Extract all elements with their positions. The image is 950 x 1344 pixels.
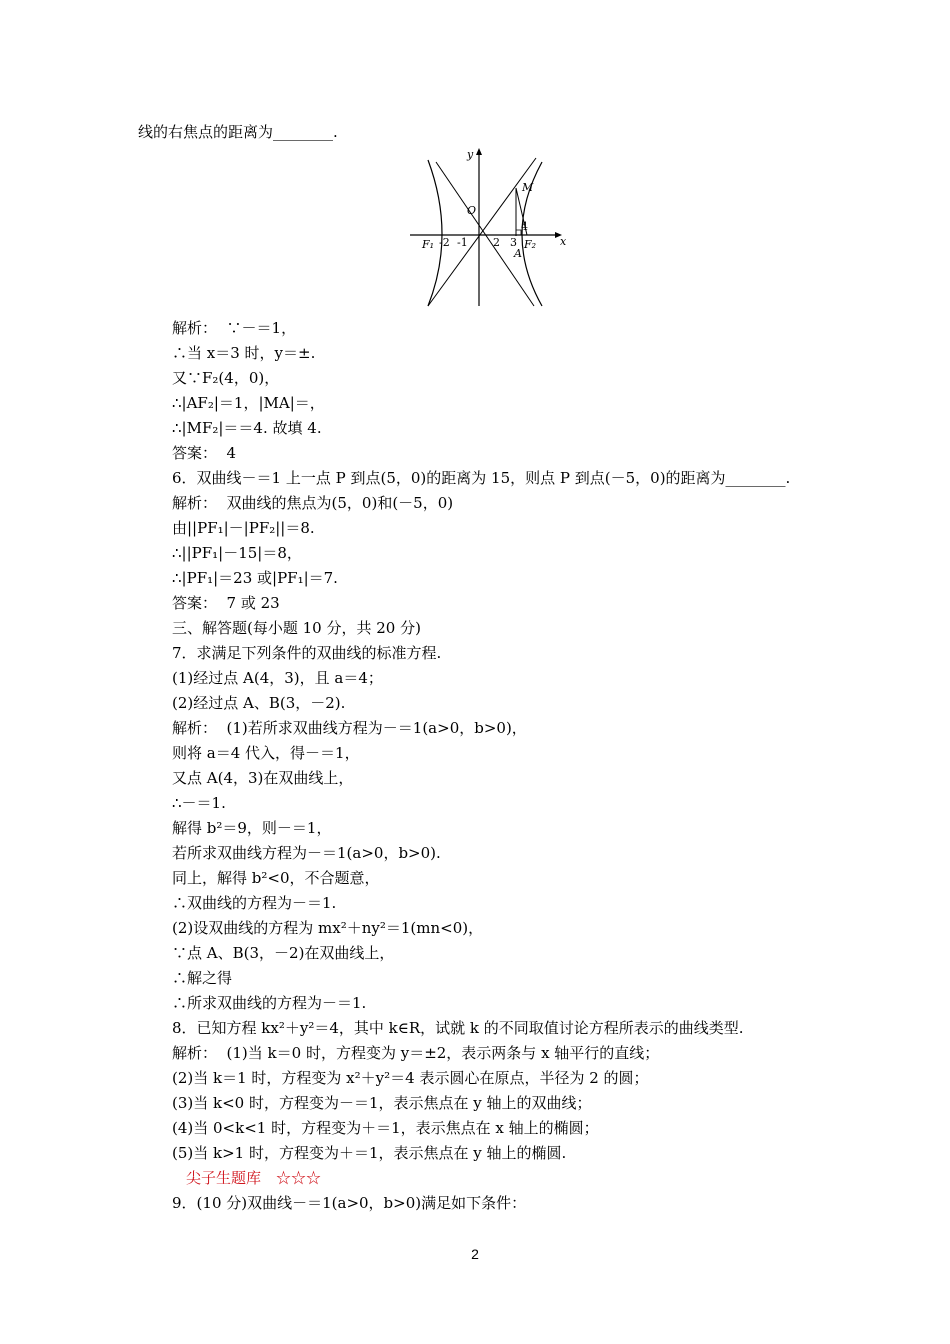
label-three: 3	[510, 236, 517, 249]
text-line: 解析： 双曲线的焦点为(5，0)和(－5，0)	[172, 494, 454, 512]
text-line: 若所求双曲线方程为－＝1(a>0，b>0).	[172, 844, 441, 862]
text-line: (2)经过点 A、B(3，－2).	[172, 694, 346, 712]
answer-line: 答案： 4	[172, 444, 237, 462]
label-minus-2: -2	[439, 236, 450, 249]
text-line: ∴所求双曲线的方程为－＝1.	[172, 994, 367, 1012]
page-number: 2	[471, 1246, 479, 1262]
text-line: 同上，解得 b²<0，不合题意，	[172, 869, 380, 887]
section-heading: 三、解答题(每小题 10 分，共 20 分)	[172, 619, 421, 637]
label-point-A: A	[514, 247, 522, 260]
label-F1: F₁	[422, 238, 435, 251]
question-bank-label: 尖子生题库 ☆☆☆	[186, 1169, 322, 1187]
text-line: 解析： ∵－＝1，	[172, 319, 297, 337]
question-9: 9．(10 分)双曲线－＝1(a>0，b>0)满足如下条件：	[172, 1194, 527, 1212]
text-line: 解析： (1)当 k＝0 时，方程变为 y＝±2，表示两条与 x 轴平行的直线；	[172, 1044, 660, 1062]
label-two: 2	[493, 236, 500, 249]
question-7: 7．求满足下列条件的双曲线的标准方程.	[172, 644, 442, 662]
text-line: (2)设双曲线的方程为 mx²＋ny²＝1(mn<0)，	[172, 919, 484, 937]
label-point-M: M	[522, 181, 534, 194]
y-axis-arrow	[476, 148, 482, 155]
asymptote-2	[428, 158, 536, 306]
text-line: ∴|MF₂|＝＝4. 故填 4.	[172, 419, 322, 437]
text-line: ∴|PF₁|＝23 或|PF₁|＝7.	[172, 569, 338, 587]
text-line: ∴||PF₁|－15|＝8，	[172, 544, 302, 562]
hyperbola-figure	[404, 144, 580, 308]
label-F2: F₂	[524, 238, 537, 251]
text-line: ∴当 x＝3 时，y＝±.	[172, 344, 316, 362]
text-line: 解得 b²＝9，则－＝1，	[172, 819, 332, 837]
label-x-axis: x	[560, 235, 567, 248]
label-minus-1: -1	[457, 236, 468, 249]
text-line: (1)经过点 A(4，3)，且 a＝4；	[172, 669, 383, 687]
text-line: ∵点 A、B(3，－2)在双曲线上，	[172, 944, 395, 962]
question-6: 6．双曲线－＝1 上一点 P 到点(5，0)的距离为 15，则点 P 到点(－5，0)的距离为________.	[172, 469, 791, 487]
text-line: (2)当 k＝1 时，方程变为 x²＋y²＝4 表示圆心在原点，半径为 2 的圆；	[172, 1069, 649, 1087]
text-line: (3)当 k<0 时，方程变为－＝1，表示焦点在 y 轴上的双曲线；	[172, 1094, 592, 1112]
text-line: 解析： (1)若所求双曲线方程为－＝1(a>0，b>0)，	[172, 719, 527, 737]
asymptote-1	[436, 162, 537, 306]
hyperbola-left-branch	[428, 160, 442, 306]
text-line: (5)当 k>1 时，方程变为＋＝1，表示焦点在 y 轴上的椭圆.	[172, 1144, 567, 1162]
text-line: 由||PF₁|－|PF₂||＝8.	[172, 519, 315, 537]
label-origin: O	[467, 204, 477, 217]
text-line: 又∵F₂(4，0)，	[172, 369, 280, 387]
text-line: ∴|AF₂|＝1，|MA|＝，	[172, 394, 325, 412]
hyperbola-diagram	[404, 144, 580, 308]
label-four: 4	[521, 220, 528, 233]
answer-line: 答案： 7 或 23	[172, 594, 280, 612]
text-line: ∴双曲线的方程为－＝1.	[172, 894, 337, 912]
text-line: ∴解之得	[172, 969, 233, 987]
text-line-top: 线的右焦点的距离为________.	[138, 123, 338, 141]
text-line: (4)当 0<k<1 时，方程变为＋＝1，表示焦点在 x 轴上的椭圆；	[172, 1119, 599, 1137]
text-line: ∴－＝1.	[172, 794, 226, 812]
question-8: 8．已知方程 kx²＋y²＝4，其中 k∈R，试就 k 的不同取值讨论方程所表示的曲线类型.	[172, 1019, 744, 1037]
text-line: 则将 a＝4 代入，得－＝1，	[172, 744, 360, 762]
label-y-axis: y	[467, 148, 474, 161]
text-line: 又点 A(4，3)在双曲线上，	[172, 769, 354, 787]
